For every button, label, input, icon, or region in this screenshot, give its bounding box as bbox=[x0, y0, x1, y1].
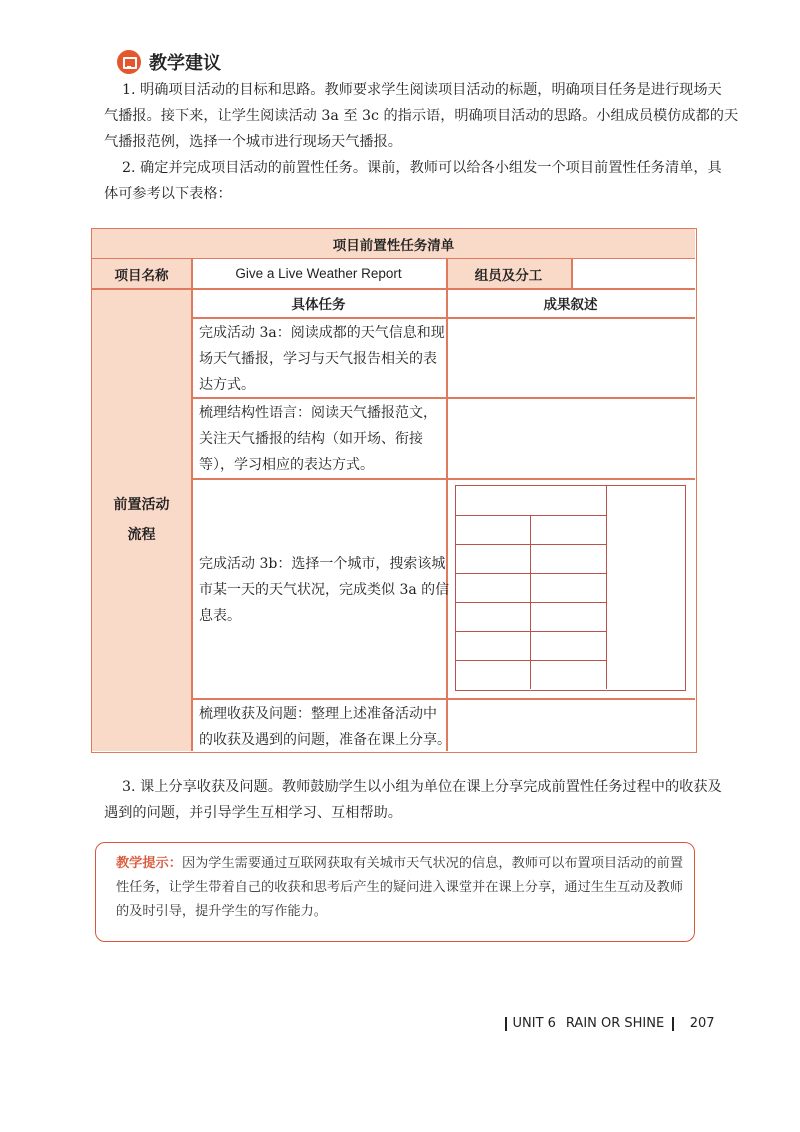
table-title: 项目前置性任务清单 bbox=[92, 229, 695, 259]
task-line: 关注天气播报的结构（如开场、衔接 bbox=[199, 431, 423, 447]
paragraph-1 bbox=[104, 77, 739, 155]
task-4 bbox=[199, 701, 451, 753]
footer-divider bbox=[505, 1017, 507, 1031]
page-number: 207 bbox=[689, 1016, 715, 1031]
flow-label-line: 流程 bbox=[127, 526, 156, 543]
task-3 bbox=[199, 551, 449, 629]
paragraph-line: 2. 确定并完成项目活动的前置性任务。课前，教师可以给各小组发一个项目前置性任务清单，具 bbox=[122, 160, 722, 176]
tip-label: 教学提示： bbox=[116, 856, 182, 871]
paragraph-line: 体可参考以下表格： bbox=[104, 186, 232, 202]
section-title: 教学建议 bbox=[149, 53, 221, 74]
group-value bbox=[571, 259, 695, 288]
teacher-board-icon bbox=[117, 50, 141, 74]
task-line: 的收获及遇到的问题，准备在课上分享。 bbox=[199, 732, 451, 748]
flow-label-line: 前置活动 bbox=[113, 496, 170, 513]
task-2 bbox=[199, 400, 437, 478]
project-name-label: 项目名称 bbox=[92, 259, 191, 288]
info-table-sketch bbox=[455, 485, 686, 691]
col-result-header: 成果叙述 bbox=[543, 296, 598, 313]
task-line: 达方式。 bbox=[199, 377, 255, 393]
tip-line: 的及时引导，提升学生的写作能力。 bbox=[116, 904, 327, 919]
paragraph-2 bbox=[104, 155, 722, 207]
tip-line: 因为学生需要通过互联网获取有关城市天气状况的信息，教师可以布置项目活动的前置 bbox=[181, 856, 684, 871]
page-footer bbox=[499, 1016, 715, 1031]
footer-unit: UNIT 6 bbox=[512, 1016, 556, 1031]
teaching-tip-box bbox=[95, 842, 695, 942]
task-line: 息表。 bbox=[199, 608, 241, 624]
paragraph-line: 气播报。接下来，让学生阅读活动 3a 至 3c 的指示语，明确项目活动的思路。小组成员模仿成都的天 bbox=[104, 108, 739, 124]
task-line: 场天气播报，学习与天气报告相关的表 bbox=[199, 351, 437, 367]
task-1 bbox=[199, 320, 445, 398]
task-line: 完成活动 3a：阅读成都的天气信息和现 bbox=[199, 325, 445, 341]
group-label: 组员及分工 bbox=[446, 259, 571, 288]
flow-label bbox=[92, 288, 191, 751]
paragraph-line: 气播报范例，选择一个城市进行现场天气播报。 bbox=[104, 134, 402, 150]
col-task-header: 具体任务 bbox=[291, 296, 346, 313]
task-line: 市某一天的天气状况，完成类似 3a 的信 bbox=[199, 582, 450, 598]
paragraph-line: 3. 课上分享收获及问题。教师鼓励学生以小组为单位在课上分享完成前置性任务过程中的收获及 bbox=[122, 779, 722, 795]
task-line: 梳理收获及问题：整理上述准备活动中 bbox=[199, 706, 437, 722]
paragraph-3 bbox=[104, 774, 722, 826]
paragraph-line: 遇到的问题，并引导学生互相学习、互相帮助。 bbox=[104, 805, 402, 821]
tip-line: 性任务，让学生带着自己的收获和思考后产生的疑问进入课堂并在课上分享，通过生生互动及教师 bbox=[116, 880, 684, 895]
paragraph-line: 1. 明确项目活动的目标和思路。教师要求学生阅读项目活动的标题，明确项目任务是进行现场天 bbox=[122, 82, 722, 98]
task-line: 完成活动 3b：选择一个城市，搜索该城 bbox=[199, 556, 446, 572]
footer-divider bbox=[672, 1017, 674, 1031]
section-header bbox=[117, 49, 221, 75]
footer-title: RAIN OR SHINE bbox=[565, 1016, 665, 1031]
task-line: 等），学习相应的表达方式。 bbox=[199, 457, 374, 473]
project-name-value: Give a Live Weather Report bbox=[235, 266, 402, 281]
task-line: 梳理结构性语言：阅读天气播报范文， bbox=[199, 405, 437, 421]
